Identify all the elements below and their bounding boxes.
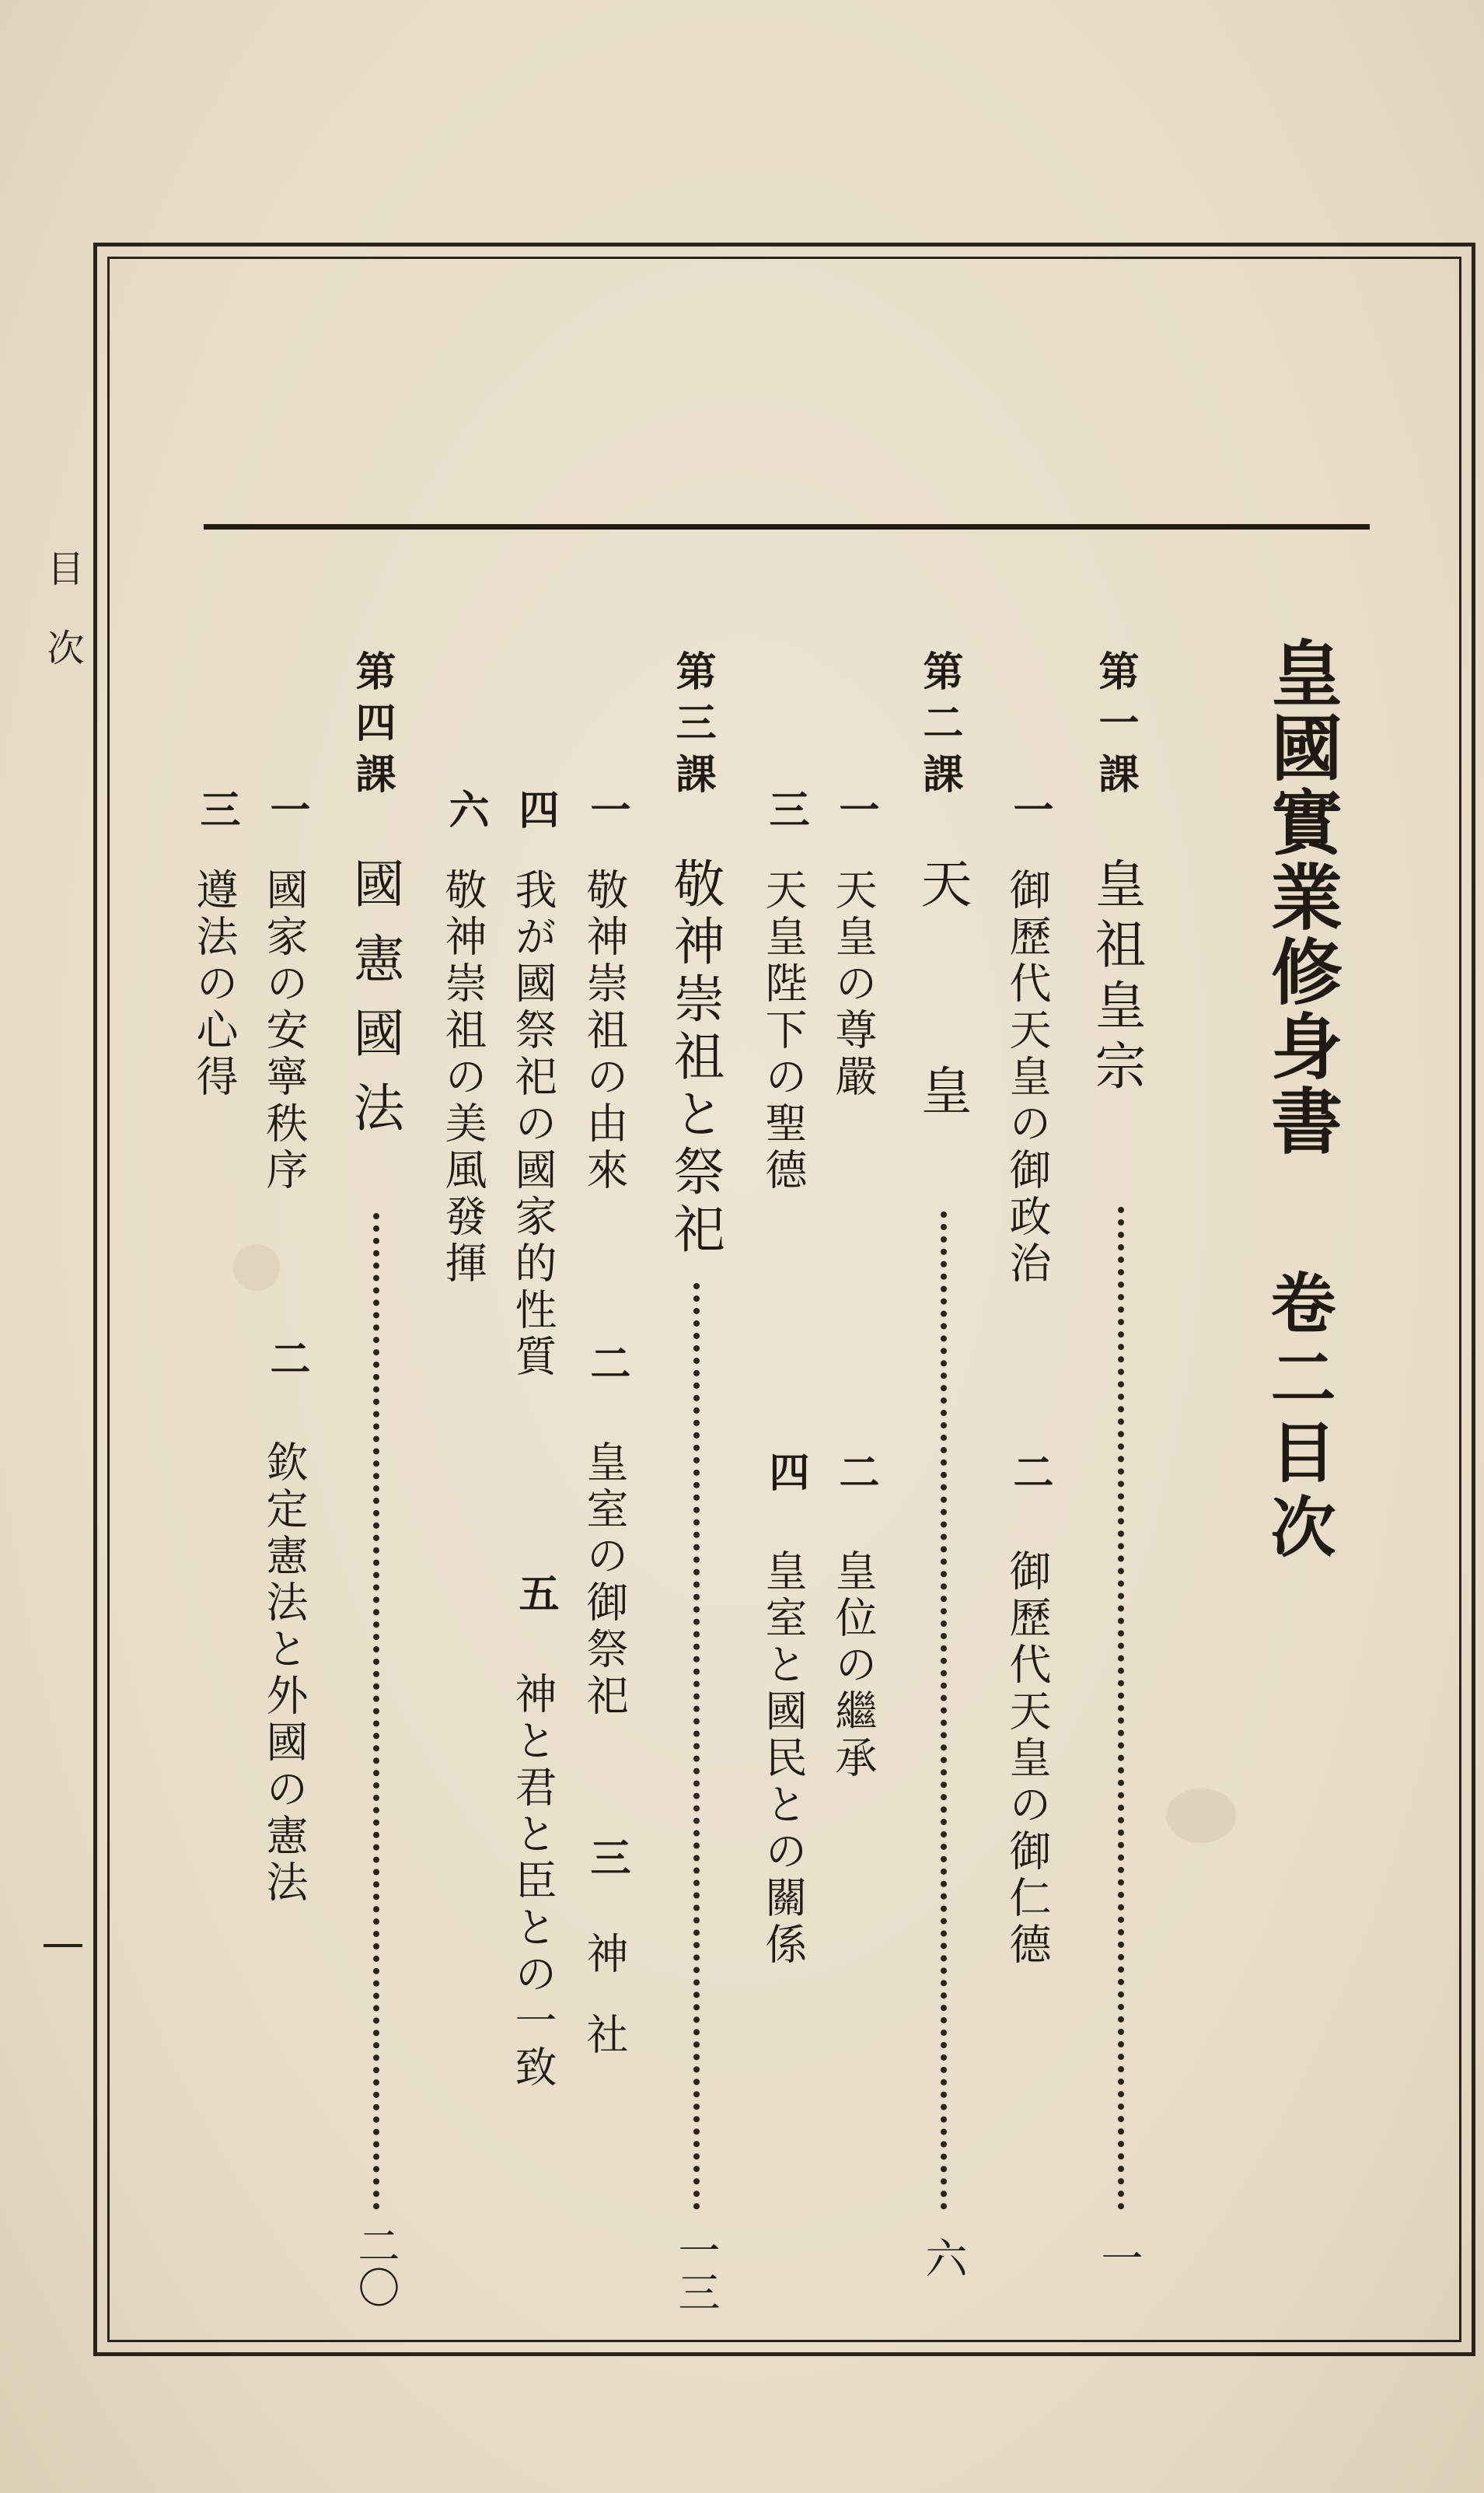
lesson-1-page: 一 (1095, 2236, 1144, 2278)
lesson-3-topic-1: 敬神崇祖の由來 (580, 868, 629, 1194)
margin-page-number (44, 1944, 82, 1947)
lesson-2-page: 六 (919, 2236, 968, 2278)
lesson-1-topic-2-number: 二 (1006, 1451, 1053, 1491)
lesson-3-topic-6-number: 六 (442, 788, 489, 829)
lesson-2-title: 天皇 (912, 857, 972, 1271)
book-title: 皇國實業修身書 (1259, 636, 1343, 1159)
lesson-2-topic-2-number: 二 (832, 1451, 879, 1491)
header-rule (204, 524, 1370, 530)
lesson-2-topic-4-number: 四 (762, 1451, 809, 1491)
lesson-4-topic-2: 欽定憲法と外國の憲法 (260, 1440, 309, 1907)
lesson-3-label: 第三課 (669, 650, 716, 804)
lesson-2-leader-dots (941, 1212, 947, 2210)
lesson-3-topic-6: 敬神崇祖の美風發揮 (438, 868, 487, 1288)
lesson-3-topic-2: 皇室の御祭祀 (580, 1440, 629, 1720)
lesson-4-label: 第四課 (348, 650, 396, 804)
margin-header: 目次 (40, 549, 84, 708)
lesson-2-topic-1: 天皇の尊嚴 (829, 868, 878, 1101)
lesson-1-label: 第一課 (1091, 650, 1139, 804)
lesson-3-topic-2-number: 二 (583, 1342, 630, 1383)
lesson-1-topic-1-number: 一 (1006, 788, 1053, 829)
lesson-3-topic-1-number: 一 (583, 788, 630, 829)
lesson-3-topic-3: 神社 (580, 1932, 629, 2093)
lesson-3-leader-dots (693, 1283, 700, 2210)
inner-frame (107, 257, 1461, 2342)
lesson-4-topic-2-number: 二 (263, 1337, 310, 1378)
lesson-4-topic-3: 遵法の心得 (190, 868, 239, 1101)
lesson-1-topic-2: 御歷代天皇の御仁德 (1003, 1549, 1052, 1969)
lesson-4-title: 國憲國法 (344, 857, 404, 1156)
lesson-3-topic-3-number: 三 (583, 1837, 630, 1877)
lesson-2-label: 第二課 (916, 650, 963, 804)
lesson-3-page: 一三 (672, 2229, 721, 2313)
lesson-4-page: 二〇 (351, 2224, 400, 2308)
lesson-3-topic-5-number: 五 (512, 1572, 559, 1613)
lesson-1-title: 皇祖皇宗 (1086, 857, 1146, 1100)
lesson-3-topic-4-number: 四 (512, 788, 559, 829)
lesson-2-topic-4: 皇室と國民との關係 (759, 1549, 808, 1969)
lesson-3-title: 敬神崇祖と祭祀 (665, 857, 725, 1260)
lesson-3-topic-5: 神と君と臣との一致 (508, 1672, 557, 2092)
lesson-4-topic-1-number: 一 (263, 788, 310, 829)
lesson-2-topic-1-number: 一 (832, 788, 879, 829)
lesson-4-topic-1: 國家の安寧秩序 (260, 868, 309, 1194)
lesson-3-topic-4: 我が國祭祀の國家的性質 (508, 868, 557, 1381)
lesson-1-leader-dots (1118, 1207, 1124, 2210)
lesson-2-topic-3-number: 三 (762, 788, 809, 829)
lesson-4-leader-dots (373, 1213, 379, 2210)
lesson-2-topic-3: 天皇陛下の聖德 (759, 868, 808, 1194)
lesson-2-topic-2: 皇位の繼承 (829, 1549, 878, 1782)
lesson-4-topic-3-number: 三 (193, 788, 240, 829)
lesson-1-topic-1: 御歷代天皇の御政治 (1003, 868, 1052, 1288)
volume-title: 卷二目次 (1260, 1269, 1337, 1568)
